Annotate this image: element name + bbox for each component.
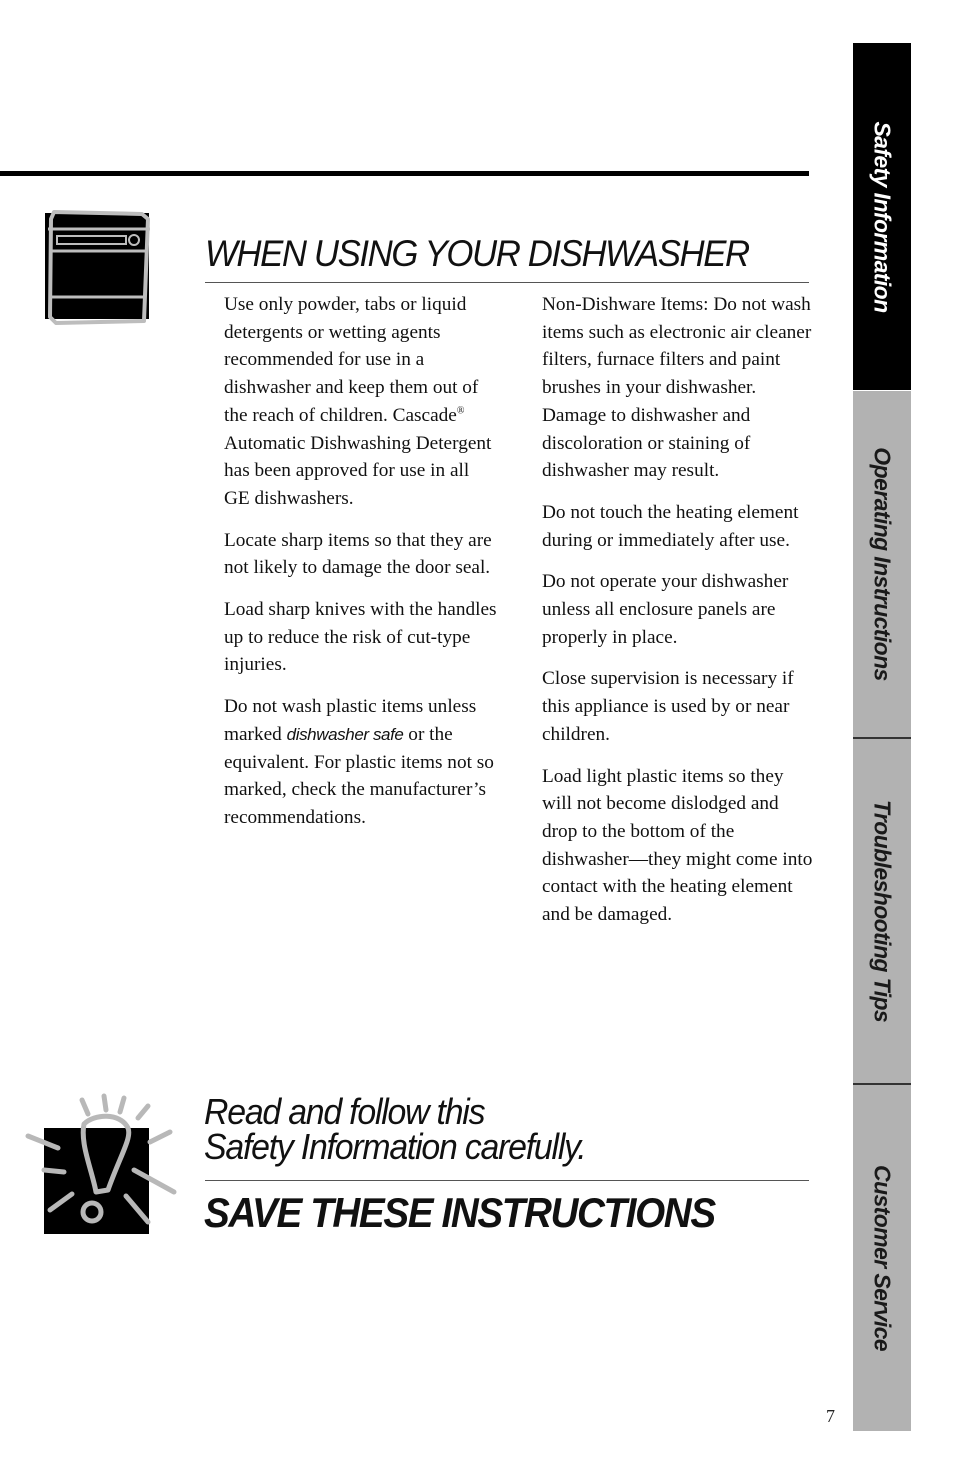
dishwasher-safe-emphasis: dishwasher safe [286,724,404,744]
exclamation-warning-icon [24,1092,184,1238]
title-rule [205,282,809,283]
paragraph-heating-element: Do not touch the heating element during or immediately after use. [542,501,799,551]
left-column [224,291,499,846]
section-title: WHEN USING YOUR DISHWASHER [205,233,749,274]
tab-customer-service[interactable] [853,1085,911,1431]
tab-label: Troubleshooting Tips [869,799,896,1023]
tab-divider [853,1083,911,1085]
safety-reminder [204,1091,610,1167]
tab-label: Operating Instructions [869,447,896,681]
tab-divider [853,737,911,739]
paragraph-plastic-items: Do not wash plastic items unless marked dishwasher safe or the equivalent. For plastic items not so marked, check the manufacturer’s recommendations. [224,696,494,828]
paragraph-detergents: Use only powder, tabs or liquid detergents or wetting agents recommended for use in a dishwasher and keep them out of the reach of children. Cascade® Automatic Dishwashing Detergent has been approved for use in all GE dishwashers. [224,294,492,509]
section-tabs [853,43,911,1431]
safety-reminder-line2: Safety Information carefully. [204,1126,586,1167]
paragraph-enclosure-panels: Do not operate your dishwasher unless all enclosure panels are properly in place. [542,571,789,648]
save-instructions-heading: SAVE THESE INSTRUCTIONS [204,1189,715,1236]
paragraph-non-dishware: Non-Dishware Items: Do not wash items such as electronic air cleaner filters, furnace filters and paint brushes in your dishwasher. Damage to dishwasher and discoloration or staining of dishwasher may result. [542,294,812,482]
safety-reminder-line1: Read and follow this [204,1091,485,1132]
paragraph-light-plastic: Load light plastic items so they will not become dislodged and drop to the bottom of the dishwasher—they might come into contact with the heating element and be damaged. [542,765,813,926]
paragraph-supervision: Close supervision is necessary if this appliance is used by or near children. [542,668,794,745]
warning-rule [205,1180,809,1181]
paragraph-sharp-items: Locate sharp items so that they are not likely to damage the door seal. [224,529,492,579]
tab-safety-information[interactable] [853,43,911,390]
dishwasher-icon [44,207,154,327]
tab-operating-instructions[interactable] [853,391,911,737]
tab-label: Safety Information [869,120,896,313]
tab-troubleshooting-tips[interactable] [853,739,911,1083]
right-column [542,291,817,943]
tab-label: Customer Service [869,1165,896,1351]
page-number: 7 [826,1406,835,1426]
header-rule [0,171,809,176]
paragraph-sharp-knives: Load sharp knives with the handles up to reduce the risk of cut-type injuries. [224,599,497,676]
